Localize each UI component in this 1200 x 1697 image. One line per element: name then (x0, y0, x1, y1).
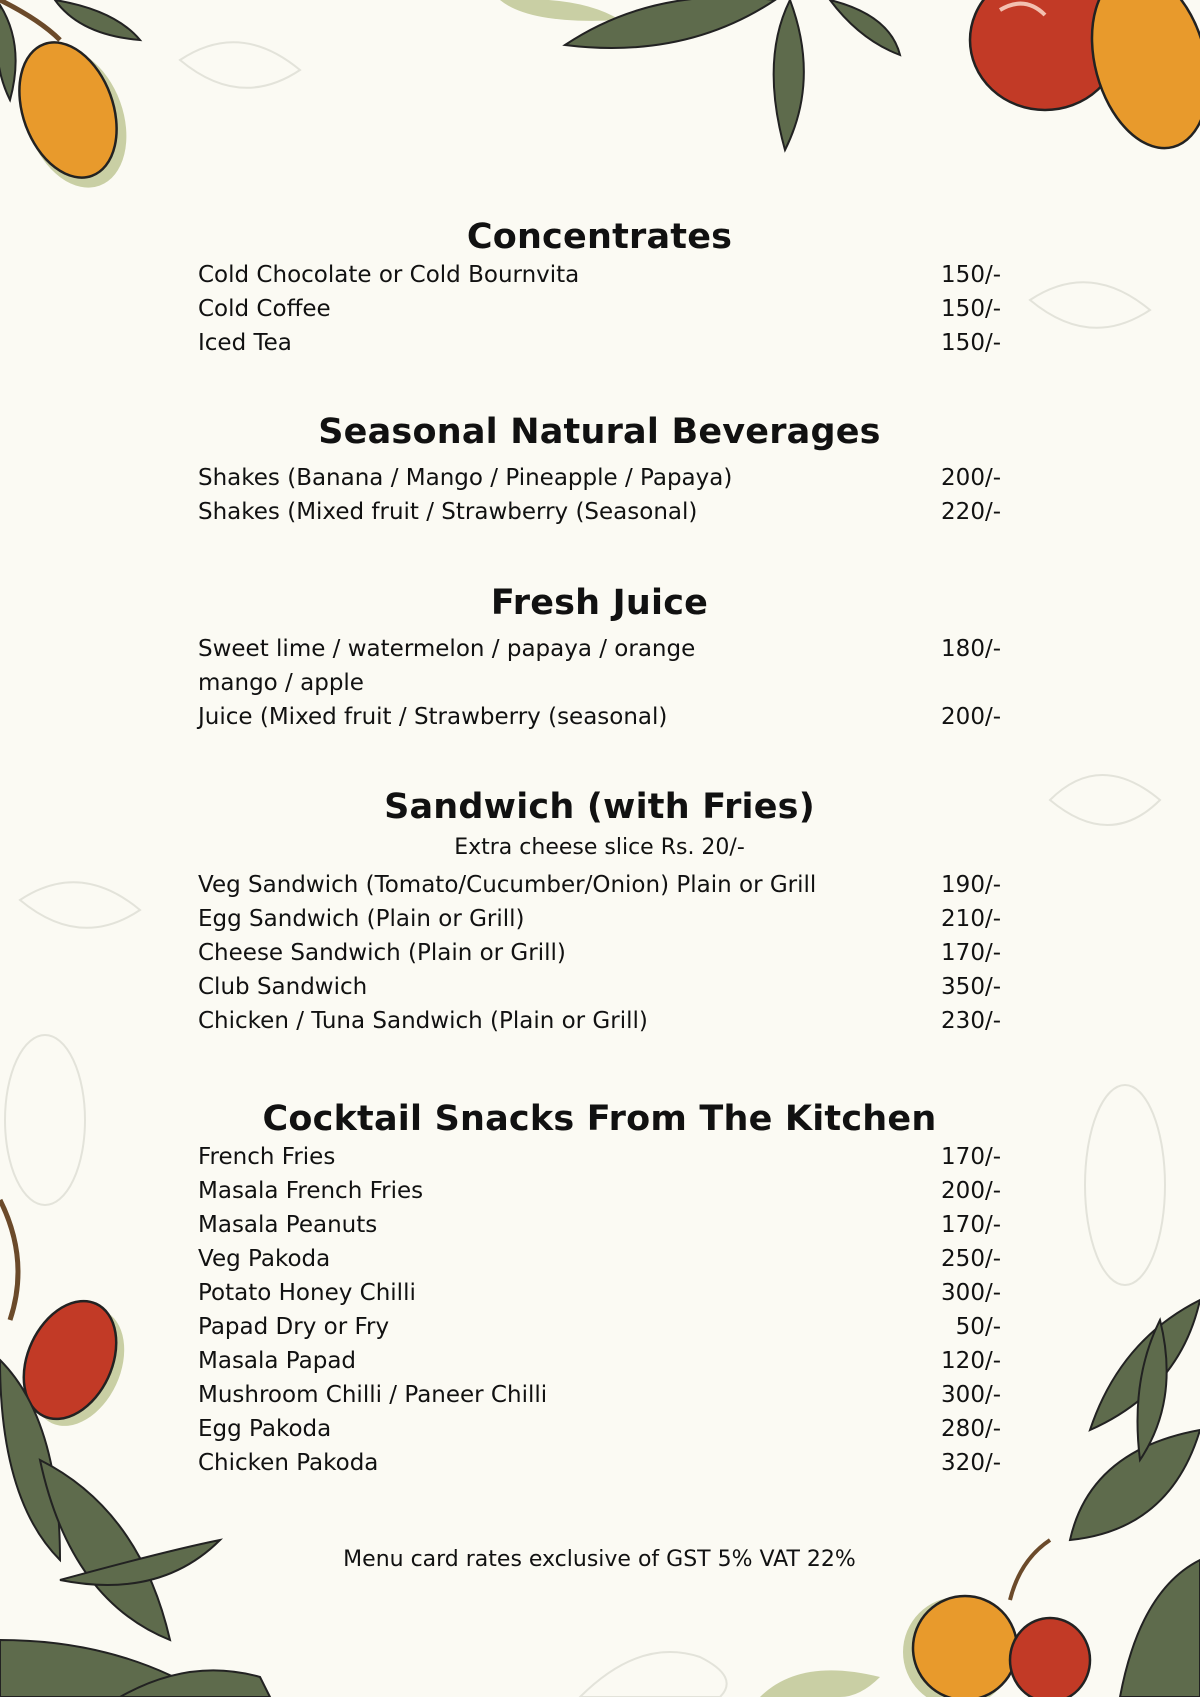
item-price: 350/- (941, 974, 1001, 1000)
item-price: 230/- (941, 1008, 1001, 1034)
leaf-shadow (760, 1670, 880, 1697)
leaf-icon (0, 1360, 60, 1560)
leaf-icon (774, 0, 804, 150)
menu-item (198, 495, 1001, 529)
item-name: Veg Sandwich (Tomato/Cucumber/Onion) Plain or Grill (198, 872, 817, 898)
leaf-icon (40, 1460, 170, 1640)
branch-icon (0, 1200, 18, 1320)
item-name: Shakes (Banana / Mango / Pineapple / Papaya) (198, 465, 733, 491)
mango-shadow (14, 1293, 143, 1441)
item-price: 180/- (941, 636, 1001, 662)
footer-note: Menu card rates exclusive of GST 5% VAT 22% (343, 1547, 856, 1572)
menu-item (198, 902, 1001, 936)
item-name: Chicken Pakoda (198, 1450, 379, 1476)
menu-item (198, 1208, 1001, 1242)
item-price: 150/- (941, 330, 1001, 356)
mango-shadow (903, 1597, 1013, 1697)
item-name: Veg Pakoda (198, 1246, 331, 1272)
item-price: 120/- (941, 1348, 1001, 1374)
item-name: Cold Coffee (198, 296, 331, 322)
leaf-icon (830, 0, 900, 55)
item-name: French Fries (198, 1144, 336, 1170)
menu-item (198, 868, 1001, 902)
section-cocktail-snacks (198, 1098, 1001, 1480)
mango-icon (2, 29, 134, 191)
menu-item (198, 1310, 1001, 1344)
menu-item (198, 292, 1001, 326)
menu-item (198, 1344, 1001, 1378)
leaf-icon (120, 1670, 270, 1697)
branch-icon (1010, 1540, 1050, 1600)
mango-highlight (1000, 4, 1045, 15)
item-price: 190/- (941, 872, 1001, 898)
section-sandwich (198, 786, 1001, 1038)
menu-item (198, 326, 1001, 360)
item-name: Shakes (Mixed fruit / Strawberry (Seasonal) (198, 499, 698, 525)
leaf-shadow (500, 0, 620, 21)
mango-icon (970, 0, 1120, 110)
item-price: 170/- (941, 940, 1001, 966)
item-price: 300/- (941, 1382, 1001, 1408)
section-title: Fresh Juice (490, 583, 709, 623)
sketch-leaf-icon (1050, 775, 1160, 825)
sketch-leaf-icon (1030, 282, 1150, 328)
mango-icon (1010, 1618, 1090, 1697)
item-name: Egg Pakoda (198, 1416, 332, 1442)
item-price: 150/- (941, 262, 1001, 288)
menu-item (198, 1140, 1001, 1174)
item-price: 50/- (955, 1314, 1001, 1340)
item-price: 320/- (941, 1450, 1001, 1476)
menu-item (198, 1378, 1001, 1412)
item-price: 280/- (941, 1416, 1001, 1442)
item-price: 150/- (941, 296, 1001, 322)
item-name: Potato Honey Chilli (198, 1280, 416, 1306)
item-name: Egg Sandwich (Plain or Grill) (198, 906, 525, 932)
sketch-leaf-icon (180, 42, 300, 88)
leaf-icon (60, 1540, 220, 1585)
item-list (198, 461, 1001, 529)
item-name: Cheese Sandwich (Plain or Grill) (198, 940, 566, 966)
section-seasonal-beverages (198, 411, 1001, 529)
item-name: Cold Chocolate or Cold Bournvita (198, 262, 580, 288)
menu-item (198, 1446, 1001, 1480)
item-name: Papad Dry or Fry (198, 1314, 390, 1340)
menu-item (198, 1004, 1001, 1038)
menu-item (198, 1174, 1001, 1208)
menu-item (198, 258, 1001, 292)
menu-item (198, 700, 1001, 734)
leaf-icon (1090, 1300, 1200, 1430)
leaf-icon (1138, 1320, 1167, 1460)
section-title: Seasonal Natural Beverages (318, 412, 881, 452)
item-name: Masala Peanuts (198, 1212, 378, 1238)
item-price: 200/- (941, 465, 1001, 491)
leaf-icon (0, 5, 16, 100)
item-price: 250/- (941, 1246, 1001, 1272)
sketch-mango-icon (580, 1652, 727, 1697)
item-price: 210/- (941, 906, 1001, 932)
item-name: Chicken / Tuna Sandwich (Plain or Grill) (198, 1008, 648, 1034)
menu-item (198, 461, 1001, 495)
mango-icon (913, 1596, 1017, 1697)
item-list (198, 868, 1001, 1038)
leaf-icon (1120, 1560, 1200, 1697)
mango-icon (1074, 0, 1200, 161)
sketch-mango-icon (5, 1035, 85, 1205)
menu-item (198, 1412, 1001, 1446)
item-name: Masala French Fries (198, 1178, 424, 1204)
item-name: Sweet lime / watermelon / papaya / orange mango / apple (198, 636, 696, 696)
item-price: 170/- (941, 1212, 1001, 1238)
leaf-icon (565, 0, 775, 48)
item-price: 220/- (941, 499, 1001, 525)
section-fresh-juice (198, 582, 1001, 734)
item-list (198, 1140, 1001, 1480)
section-title: Sandwich (with Fries) (384, 787, 815, 827)
item-price: 200/- (941, 1178, 1001, 1204)
branch-icon (0, 0, 60, 40)
menu-item (198, 1276, 1001, 1310)
item-name: Iced Tea (198, 330, 292, 356)
leaf-icon (0, 1640, 210, 1697)
sketch-leaf-icon (20, 882, 140, 928)
item-name: Juice (Mixed fruit / Strawberry (seasonal) (198, 704, 668, 730)
item-list (198, 258, 1001, 360)
section-concentrates (198, 216, 1001, 360)
menu-item (198, 970, 1001, 1004)
mango-icon (6, 1286, 135, 1434)
mango-shadow (5, 34, 144, 202)
item-list (198, 632, 1001, 734)
leaf-icon (55, 0, 140, 40)
section-title: Concentrates (466, 217, 733, 257)
item-price: 300/- (941, 1280, 1001, 1306)
menu-item (198, 1242, 1001, 1276)
item-price: 200/- (941, 704, 1001, 730)
item-price: 170/- (941, 1144, 1001, 1170)
item-name: Club Sandwich (198, 974, 368, 1000)
item-name: Mushroom Chilli / Paneer Chilli (198, 1382, 548, 1408)
item-name: Masala Papad (198, 1348, 357, 1374)
section-subtitle: Extra cheese slice Rs. 20/- (454, 835, 745, 860)
sketch-mango-icon (1085, 1085, 1165, 1285)
section-title: Cocktail Snacks From The Kitchen (262, 1099, 937, 1139)
menu-item (198, 632, 1001, 700)
menu-item (198, 936, 1001, 970)
leaf-icon (1070, 1430, 1200, 1540)
